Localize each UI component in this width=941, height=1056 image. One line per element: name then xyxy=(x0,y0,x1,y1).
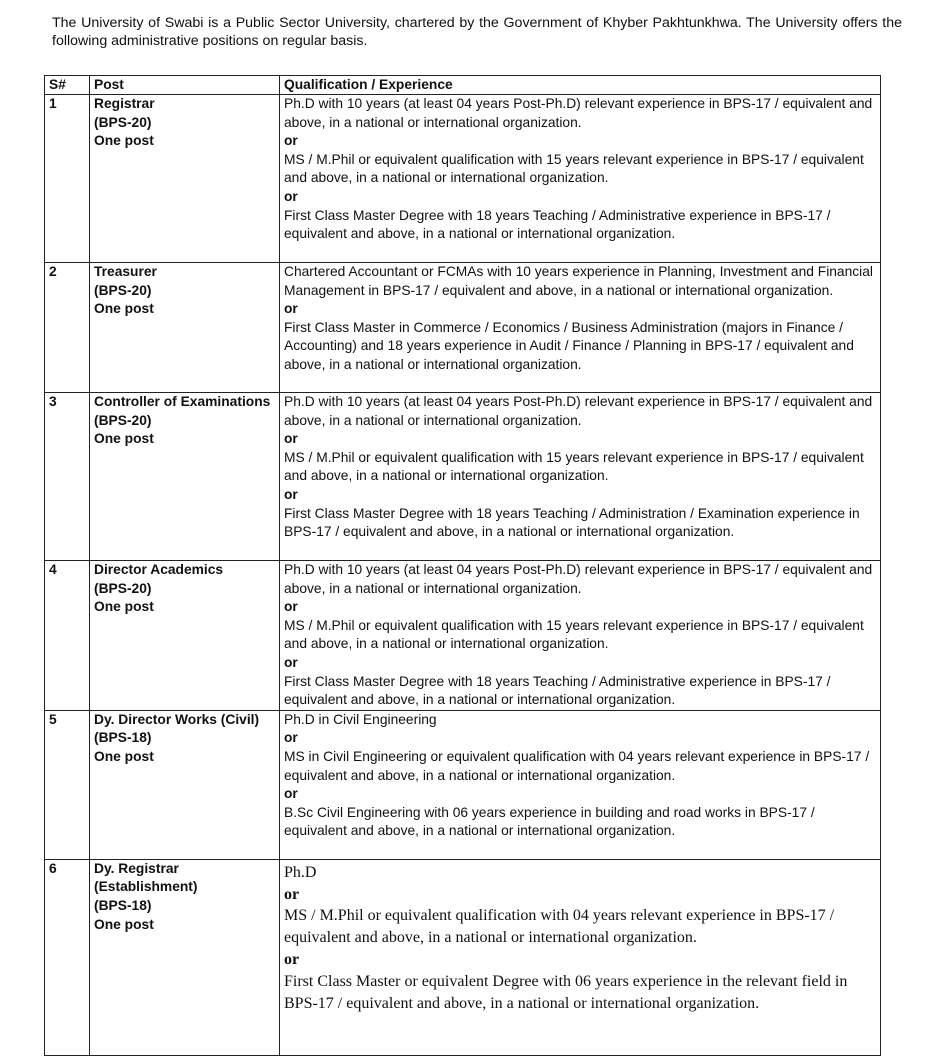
table-row xyxy=(45,263,881,393)
qualification-option: MS / M.Phil or equivalent qualification with 04 years relevant experience in BPS-17 / equivalent and above, in a national or international organization. xyxy=(284,907,835,947)
qualification-option: Ph.D with 10 years (at least 04 years Post-Ph.D) relevant experience in BPS-17 / equivalent and above, in a national or international organization. xyxy=(284,394,873,428)
post-cell xyxy=(90,561,280,711)
post-title: Director Academics xyxy=(94,562,224,577)
qualification-cell xyxy=(280,710,881,859)
post-scale: (BPS-18) xyxy=(94,897,152,913)
or-separator: or xyxy=(284,301,298,317)
qualification-cell xyxy=(280,393,881,561)
or-separator: or xyxy=(284,654,298,670)
qualification-option: First Class Master Degree with 18 years Teaching / Administrative experience in BPS-17 / equivalent and above, in a national or international organization. xyxy=(284,207,831,242)
qualification-option: Ph.D with 10 years (at least 04 years Post-Ph.D) relevant experience in BPS-17 / equivalent and above, in a national or international organization. xyxy=(284,96,873,130)
post-cell xyxy=(90,263,280,393)
post-count: One post xyxy=(94,748,154,764)
qualification-cell xyxy=(280,561,881,711)
qualification-cell xyxy=(280,859,881,1055)
post-scale: (BPS-18) xyxy=(94,730,152,746)
row-number: 1 xyxy=(45,95,90,263)
post-scale: (BPS-20) xyxy=(94,412,152,428)
qualification-option: First Class Master in Commerce / Economics / Business Administration (majors in Finance / Accounting) and 18 years experience in Audit / Finance / Planning in BPS-17 / equivalent and above, in a national or international organization. xyxy=(284,319,854,372)
post-cell xyxy=(90,710,280,859)
qualification-option: First Class Master or equivalent Degree with 06 years experience in the relevant field in BPS-17 / equivalent and above, in a national or international organization. xyxy=(284,972,848,1012)
intro-paragraph: The University of Swabi is a Public Sector University, chartered by the Government of Khyber Pakhtunkhwa. The University offers the following administrative positions on regular basis. xyxy=(52,15,902,49)
post-scale: (BPS-20) xyxy=(94,580,152,596)
row-number: 5 xyxy=(45,710,90,859)
post-count: One post xyxy=(94,133,154,149)
post-count: One post xyxy=(94,916,154,932)
post-count: One post xyxy=(94,301,154,317)
qualification-cell xyxy=(280,263,881,393)
header-post: Post xyxy=(90,76,280,95)
or-separator: or xyxy=(284,950,300,968)
post-count: One post xyxy=(94,431,154,447)
qualification-option: B.Sc Civil Engineering with 06 years experience in building and road works in BPS-17 / equivalent and above, in a national or international organization. xyxy=(284,804,815,839)
or-separator: or xyxy=(284,133,298,149)
qualification-option: Ph.D in Civil Engineering xyxy=(284,711,437,727)
row-number: 4 xyxy=(45,561,90,711)
positions-table xyxy=(44,75,881,1056)
post-title: Controller of Examinations xyxy=(94,394,271,409)
qualification-option: Chartered Accountant or FCMAs with 10 years experience in Planning, Investment and Financial Management in BPS-17 / equivalent and above, in a national or international organization. xyxy=(284,264,873,298)
table-row xyxy=(45,95,881,263)
or-separator: or xyxy=(284,599,298,615)
table-row xyxy=(45,710,881,859)
post-cell xyxy=(90,393,280,561)
or-separator: or xyxy=(284,730,298,746)
table-row xyxy=(45,859,881,1055)
qualification-option: Ph.D with 10 years (at least 04 years Post-Ph.D) relevant experience in BPS-17 / equivalent and above, in a national or international organization. xyxy=(284,562,873,596)
post-cell xyxy=(90,859,280,1055)
post-scale: (BPS-20) xyxy=(94,282,152,298)
qualification-option: MS / M.Phil or equivalent qualification with 15 years relevant experience in BPS-17 / equivalent and above, in a national or international organization. xyxy=(284,449,864,484)
row-number: 2 xyxy=(45,263,90,393)
post-count: One post xyxy=(94,599,154,615)
or-separator: or xyxy=(284,486,298,502)
qualification-option: First Class Master Degree with 18 years Teaching / Administration / Examination experience in BPS-17 / equivalent and above, in a national or international organization. xyxy=(284,505,860,540)
or-separator: or xyxy=(284,431,298,447)
post-title: Treasurer xyxy=(94,264,157,279)
or-separator: or xyxy=(284,786,298,802)
post-cell xyxy=(90,95,280,263)
or-separator: or xyxy=(284,188,298,204)
qualification-option: Ph.D xyxy=(284,863,317,881)
qualification-option: MS in Civil Engineering or equivalent qualification with 04 years relevant experience in BPS-17 / equivalent and above, in a national or international organization. xyxy=(284,748,870,783)
post-scale: (BPS-20) xyxy=(94,114,152,130)
or-separator: or xyxy=(284,885,300,903)
post-title: Dy. Director Works (Civil) xyxy=(94,711,260,727)
post-title: Dy. Registrar (Establishment) xyxy=(94,860,198,895)
qualification-cell xyxy=(280,95,881,263)
row-number: 6 xyxy=(45,859,90,1055)
header-sn: S# xyxy=(45,76,90,95)
qualification-option: MS / M.Phil or equivalent qualification with 15 years relevant experience in BPS-17 / equivalent and above, in a national or international organization. xyxy=(284,151,864,186)
qualification-option: First Class Master Degree with 18 years Teaching / Administrative experience in BPS-17 / equivalent and above, in a national or international organization. xyxy=(284,673,831,708)
row-number: 3 xyxy=(45,393,90,561)
post-title: Registrar xyxy=(94,96,155,111)
header-qualification: Qualification / Experience xyxy=(280,76,881,95)
qualification-option: MS / M.Phil or equivalent qualification with 15 years relevant experience in BPS-17 / equivalent and above, in a national or international organization. xyxy=(284,617,864,652)
table-row xyxy=(45,561,881,711)
table-header-row xyxy=(45,76,881,95)
table-row xyxy=(45,393,881,561)
